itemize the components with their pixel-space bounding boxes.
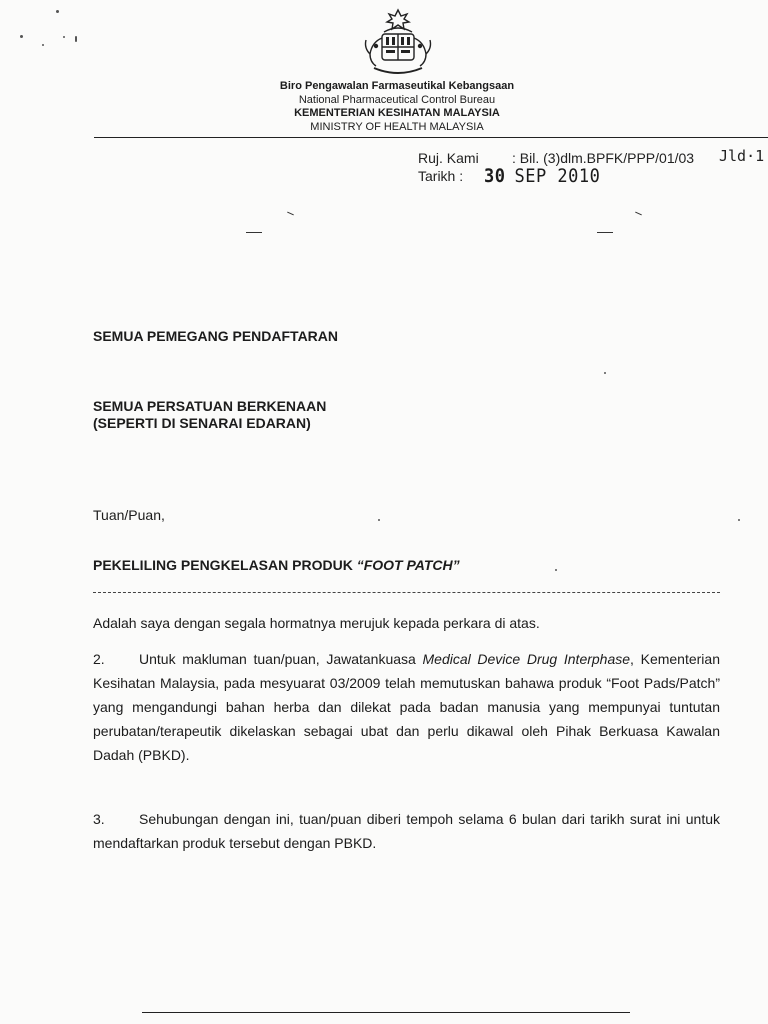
addressee-registration-holders: SEMUA PEMEGANG PENDAFTARAN [93,328,339,344]
addressee-associations: SEMUA PERSATUAN BERKENAAN [93,398,327,414]
paragraph-2-committee-name: Medical Device Drug Interphase [422,651,631,667]
ministry-name-english: MINISTRY OF HEALTH MALAYSIA [310,121,484,133]
scan-mark [246,232,262,233]
scan-mark [597,232,613,233]
addressee-distribution-note: (SEPERTI DI SENARAI EDARAN) [93,415,311,431]
paragraph-3-number: 3. [93,811,105,827]
subject-line [93,557,460,573]
paragraph-1: Adalah saya dengan segala hormatnya merujuk kepada perkara di atas. [93,615,540,631]
subject-divider [93,592,720,593]
paragraph-2-number: 2. [93,651,105,667]
scan-speck [738,519,740,521]
scan-speck [20,35,23,38]
subject-emphasis: “FOOT PATCH” [356,557,460,573]
malaysia-coat-of-arms-icon [356,6,440,78]
date-stamp-month-year: SEP 2010 [514,165,601,188]
scan-speck [42,44,44,46]
salutation: Tuan/Puan, [93,507,165,523]
date-stamp [484,165,600,187]
scan-mark [287,212,294,216]
reference-label: Ruj. Kami [418,150,479,166]
paragraph-2-text-b: , Kementerian Kesihatan Malaysia, pada mesyuarat 03/2009 telah memutuskan bahawa produk “Foot Pads/Patch” yang mengandungi bahan herba dan dilekat pada badan manusia yang mempunyai tuntutan perubatan/terapeutik dikelaskan sebagai ubat dan perlu dikawal oleh Pihak Berkuasa Kawalan Dadah (PBKD). [93,651,720,763]
scan-speck [75,36,77,42]
reference-number: : Bil. (3)dlm.BPFK/PPP/01/03 [512,150,695,166]
scan-speck [63,36,65,38]
reference-handwritten-volume: Jld·1 [719,147,765,165]
agency-name-malay: Biro Pengawalan Farmaseutikal Kebangsaan [279,80,515,92]
paragraph-2-text-a: Untuk makluman tuan/puan, Jawatankuasa [139,651,423,667]
date-stamp-day: 30 [484,165,506,188]
subject-prefix: PEKELILING PENGKELASAN PRODUK [93,557,357,573]
scan-speck [604,372,606,374]
scan-speck [56,10,59,13]
footer-divider [142,1012,630,1013]
date-label: Tarikh : [418,168,464,184]
letterhead-divider [94,137,768,138]
agency-name-english: National Pharmaceutical Control Bureau [298,94,496,106]
scan-speck [555,569,557,571]
paragraph-3 [93,807,720,855]
scan-mark [635,212,642,216]
scan-speck [378,519,380,521]
paragraph-2 [93,647,720,767]
paragraph-3-text: Sehubungan dengan ini, tuan/puan diberi tempoh selama 6 bulan dari tarikh surat ini untuk mendaftarkan produk tersebut dengan PBKD. [93,811,720,851]
ministry-name-malay: KEMENTERIAN KESIHATAN MALAYSIA [294,107,500,119]
